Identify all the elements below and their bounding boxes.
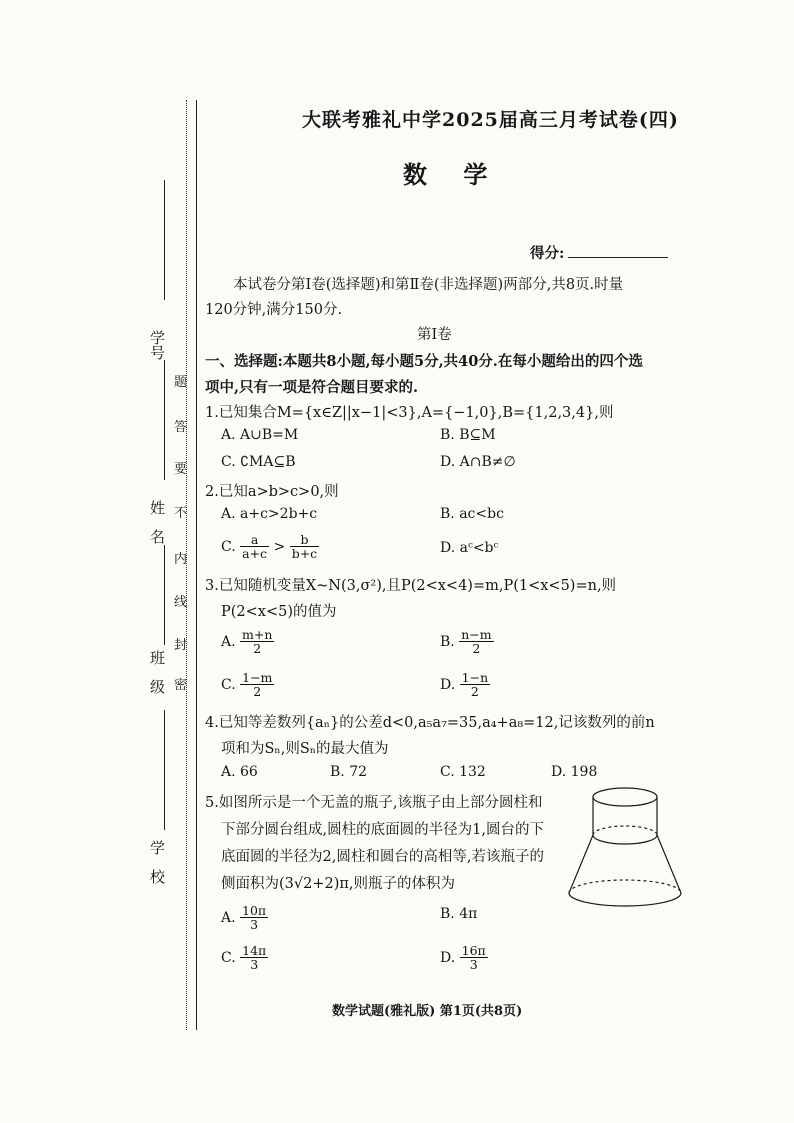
q3-option-b[interactable] — [440, 628, 494, 655]
seal-char: 答 — [174, 420, 188, 435]
score-input-line[interactable] — [568, 243, 668, 258]
q5-option-d[interactable] — [440, 944, 488, 971]
q3-c-num: 1−m — [242, 670, 273, 685]
q5-option-a[interactable] — [221, 904, 268, 931]
cylinder-bottom-front — [593, 835, 657, 844]
seal-char: 内 — [174, 552, 188, 567]
q3-option-c-label: C. — [221, 676, 236, 693]
q1-option-a[interactable]: A. A∪B=M — [221, 427, 299, 443]
q3-d-den: 2 — [470, 684, 479, 699]
q3-b-num: n−m — [461, 627, 492, 642]
frustum-left-edge — [569, 835, 593, 893]
q4-option-a[interactable]: A. 66 — [221, 764, 258, 780]
intro-line-1: 本试卷分第Ⅰ卷(选择题)和第Ⅱ卷(非选择题)两部分,共8页.时量 — [233, 277, 624, 293]
q5-c-den: 3 — [250, 957, 259, 972]
q5-option-c-label: C. — [221, 949, 236, 966]
binding-solid-line — [196, 100, 197, 1030]
q5-stem-1: 5.如图所示是一个无盖的瓶子,该瓶子由上部分圆柱和 — [205, 795, 543, 811]
bottle-top-rim — [593, 788, 657, 806]
q5-a-num: 10π — [242, 903, 267, 918]
q3-a-fraction — [240, 628, 274, 655]
q2-c-fraction-1 — [240, 533, 269, 560]
q3-d-num: 1−n — [461, 670, 489, 685]
q5-stem-2: 下部分圆台组成,圆柱的底面圆的半径为1,圆台的下 — [221, 822, 544, 838]
q3-b-fraction — [459, 628, 493, 655]
q3-stem-2: P(2<x<5)的值为 — [221, 604, 337, 620]
q1-stem: 1.已知集合M={x∈Z||x−1|<3},A={−1,0},B={1,2,3,4},则 — [205, 405, 614, 421]
field-class-line[interactable] — [164, 545, 165, 645]
field-name-line[interactable] — [164, 360, 165, 480]
section-line-1: 一、选择题:本题共8小题,每小题5分,共40分.在每小题给出的四个选 — [205, 353, 643, 370]
q2-c-num-1: a — [240, 533, 269, 547]
q1-option-b[interactable]: B. B⊆M — [440, 427, 496, 443]
frustum-right-edge — [657, 835, 681, 893]
seal-char: 题 — [174, 375, 188, 390]
seal-char: 封 — [174, 638, 188, 653]
field-name-label: 姓名 — [148, 500, 166, 558]
q4-stem-2: 项和为Sₙ,则Sₙ的最大值为 — [221, 741, 389, 757]
field-student-id-label: 学号 — [148, 330, 166, 360]
q3-option-d[interactable] — [440, 671, 490, 698]
q4-option-b[interactable]: B. 72 — [330, 764, 368, 780]
q5-d-den: 3 — [469, 957, 478, 972]
q1-option-d[interactable]: D. A∩B≠∅ — [440, 454, 516, 470]
seal-char: 要 — [174, 462, 188, 477]
q5-option-c[interactable] — [221, 944, 268, 971]
q5-c-fraction — [240, 944, 268, 971]
score-label: 得分: — [530, 245, 565, 262]
field-student-id-line[interactable] — [164, 180, 165, 300]
q3-stem-1: 3.已知随机变量X~N(3,σ²),且P(2<x<4)=m,P(1<x<5)=n,则 — [205, 578, 617, 594]
exam-title: 大联考雅礼中学2025届高三月考试卷(四) — [302, 109, 679, 131]
q3-b-den: 2 — [472, 641, 481, 656]
q3-a-den: 2 — [253, 641, 262, 656]
q5-option-a-label: A. — [221, 909, 236, 926]
q3-a-num: m+n — [242, 627, 273, 642]
cylinder-bottom-back — [593, 826, 657, 835]
q2-option-b[interactable]: B. ac<bc — [440, 506, 504, 522]
q2-c-den-1: a+c — [242, 546, 268, 561]
field-class-label: 班级 — [148, 650, 166, 708]
bottle-base-back — [569, 880, 681, 893]
q3-d-fraction — [460, 671, 490, 698]
score-field — [530, 242, 668, 263]
q5-d-fraction — [460, 944, 488, 971]
q2-option-c-label: C. — [221, 538, 236, 555]
q3-c-den: 2 — [253, 684, 262, 699]
seal-char: 线 — [174, 595, 188, 610]
q4-option-c[interactable]: C. 132 — [440, 764, 486, 780]
q2-c-fraction-2 — [290, 533, 319, 560]
q3-option-a-label: A. — [221, 633, 236, 650]
q3-option-b-label: B. — [440, 633, 455, 650]
subject-title: 数 学 — [403, 160, 502, 189]
q2-option-d[interactable]: D. aᶜ<bᶜ — [440, 540, 499, 556]
q3-option-c[interactable] — [221, 671, 274, 698]
q3-c-fraction — [240, 671, 274, 698]
q2-option-a[interactable]: A. a+c>2b+c — [221, 506, 318, 522]
section-line-2: 项中,只有一项是符合题目要求的. — [205, 379, 419, 396]
q5-d-num: 16π — [461, 943, 486, 958]
field-school-label: 学校 — [148, 840, 166, 898]
intro-line-2: 120分钟,满分150分. — [205, 302, 343, 318]
q3-option-d-label: D. — [440, 676, 456, 693]
q4-option-d[interactable]: D. 198 — [551, 764, 598, 780]
q5-a-den: 3 — [250, 917, 259, 932]
q5-stem-4: 侧面积为(3√2+2)π,则瓶子的体积为 — [221, 876, 456, 892]
q5-c-num: 14π — [242, 943, 267, 958]
q2-c-operator: > — [273, 538, 286, 555]
q5-option-b[interactable]: B. 4π — [440, 906, 478, 922]
q4-stem-1: 4.已知等差数列{aₙ}的公差d<0,a₅a₇=35,a₄+a₈=12,记该数列的前n — [205, 715, 655, 731]
q2-option-c[interactable] — [221, 533, 319, 560]
seal-char: 密 — [174, 678, 188, 693]
q2-c-den-2: b+c — [291, 546, 318, 561]
q2-stem: 2.已知a>b>c>0,则 — [205, 484, 339, 500]
q2-c-num-2: b — [290, 533, 319, 547]
q3-option-a[interactable] — [221, 628, 274, 655]
bottle-base-front — [569, 893, 681, 906]
q5-a-fraction — [240, 904, 268, 931]
field-school-line[interactable] — [164, 710, 165, 830]
seal-char: 不 — [174, 506, 188, 521]
part-title: 第Ⅰ卷 — [417, 327, 452, 343]
q5-stem-3: 底面圆的半径为2,圆柱和圆台的高相等,若该瓶子的 — [221, 849, 544, 865]
q5-option-d-label: D. — [440, 949, 456, 966]
q1-option-c[interactable]: C. ∁MA⊆B — [221, 454, 296, 470]
page-footer: 数学试题(雅礼版) 第1页(共8页) — [332, 1004, 523, 1019]
bottle-figure — [565, 783, 685, 918]
